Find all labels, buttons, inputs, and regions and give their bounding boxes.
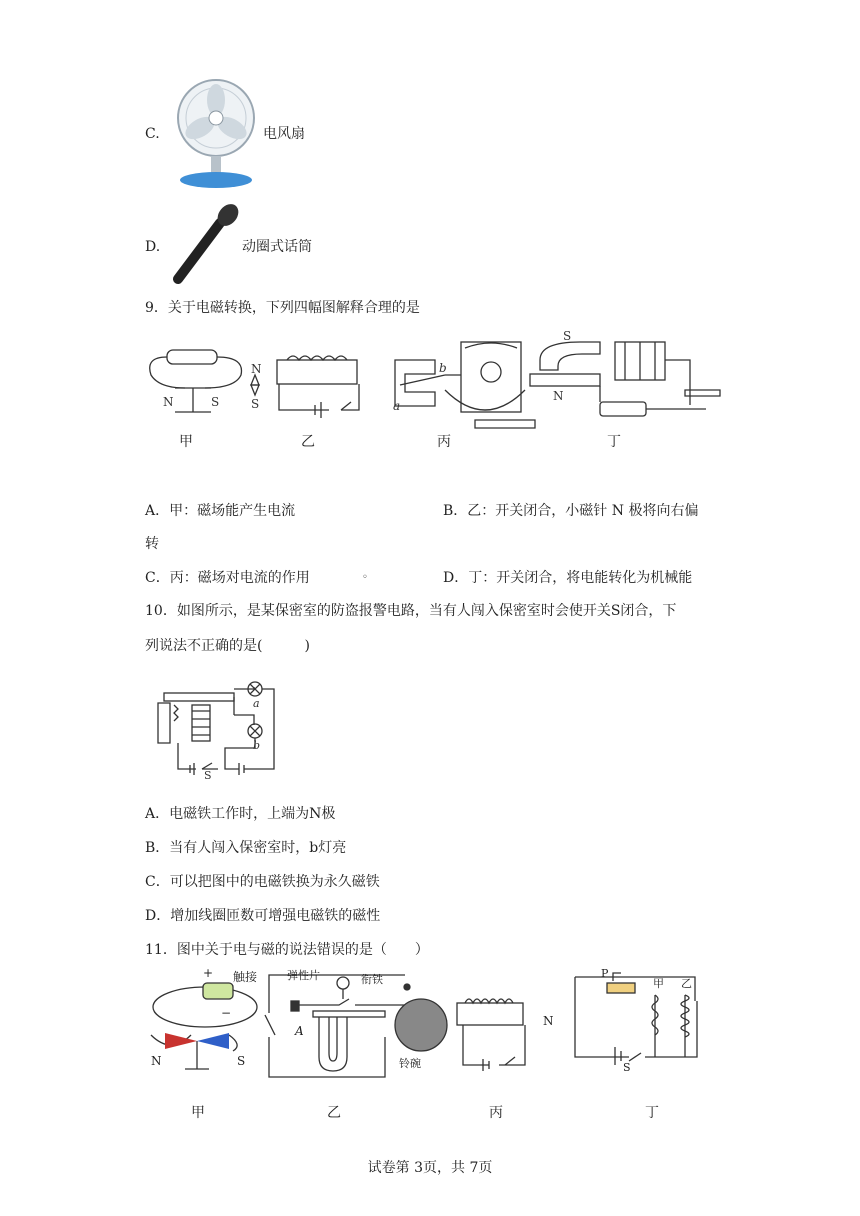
fig9-caption-bing: 丙 [437, 434, 451, 450]
fig11-jia-n: N [151, 1054, 162, 1068]
option-c-letter: C. [145, 126, 160, 142]
fig11-switch-s: S [623, 1061, 631, 1074]
fig9-caption-jia: 甲 [179, 434, 193, 450]
fig11-caption-ding: 丁 [645, 1105, 659, 1121]
fig9-bing-b: b [439, 361, 447, 375]
fig11-touch: 触接 [233, 970, 258, 984]
q9-option-b-continued: 转 [145, 536, 159, 552]
fig11-label-yi: 乙 [681, 977, 692, 990]
fig9-caption-yi: 乙 [301, 434, 315, 450]
fig11-spring: 弹性片 [287, 969, 320, 982]
q9-option-d: D．丁：开关闭合，将电能转化为机械能 [443, 570, 693, 586]
q9-stem: 9．关于电磁转换，下列四幅图解释合理的是 [145, 300, 420, 316]
fig9-ding-s: S [563, 330, 572, 343]
fig11-minus: − [221, 1006, 232, 1020]
fig9-yi-s: S [251, 397, 260, 411]
q10-option-b: B．当有人闯入保密室时，b灯亮 [145, 840, 347, 856]
fig9-caption-ding: 丁 [607, 434, 621, 450]
q10-option-d: D．增加线圈匝数可增强电磁铁的磁性 [145, 908, 381, 924]
fig11-label-jia: 甲 [653, 977, 664, 990]
q9-option-c: C．丙：磁场对电流的作用 [145, 570, 310, 586]
microphone-image [168, 203, 243, 289]
option-d-letter: D. [145, 239, 161, 255]
fig11-armature: 衔铁 [361, 973, 383, 986]
fig11-bell: 铃碗 [399, 1057, 421, 1070]
q10-stem-line2: 列说法不正确的是( ) [145, 638, 310, 654]
q9-option-a: A．甲：磁场能产生电流 [145, 503, 296, 519]
q10-option-c: C．可以把图中的电磁铁换为永久磁铁 [145, 874, 380, 890]
fig11-caption-bing: 丙 [489, 1105, 503, 1121]
fig11-caption-jia: 甲 [191, 1105, 205, 1121]
q10-stem-line1: 10．如图所示，是某保密室的防盗报警电路，当有人闯入保密室时会使开关S闭合，下 [145, 603, 677, 619]
q9-option-b: B．乙：开关闭合，小磁针 N 极将向右偏 [443, 503, 699, 519]
electric-fan-image [168, 78, 264, 194]
fig11-plus: + [203, 966, 214, 980]
fig10-switch-label: S [204, 769, 212, 780]
fig9-jia-n: N [163, 395, 174, 409]
q10-figure [150, 675, 280, 784]
fig9-jia-s: S [211, 395, 220, 409]
fig11-jia-s: S [237, 1054, 246, 1068]
fig10-lamp-b-label: b [253, 739, 261, 752]
q10-option-a: A．电磁铁工作时，上端为N极 [145, 806, 336, 822]
q9-option-c-dot: ◦ [362, 572, 368, 583]
fig11-bing-n: N [543, 1014, 554, 1028]
fig11-p: P [601, 967, 609, 980]
option-c-label: 电风扇 [263, 126, 305, 142]
fig9-ding-n: N [553, 389, 564, 403]
fig9-yi-n: N [251, 362, 262, 376]
q11-figure [145, 965, 725, 1129]
q11-stem: 11．图中关于电与磁的说法错误的是（ ） [145, 942, 429, 958]
fig11-caption-yi: 乙 [327, 1105, 341, 1121]
fig9-bing-a: a [393, 399, 401, 413]
page-footer: 试卷第 3页，共 7页 [367, 1160, 493, 1176]
fig10-lamp-a-label: a [253, 697, 260, 710]
q9-figure [145, 330, 725, 459]
option-d-label: 动圈式话筒 [242, 239, 312, 255]
fig11-a: A [295, 1024, 304, 1038]
